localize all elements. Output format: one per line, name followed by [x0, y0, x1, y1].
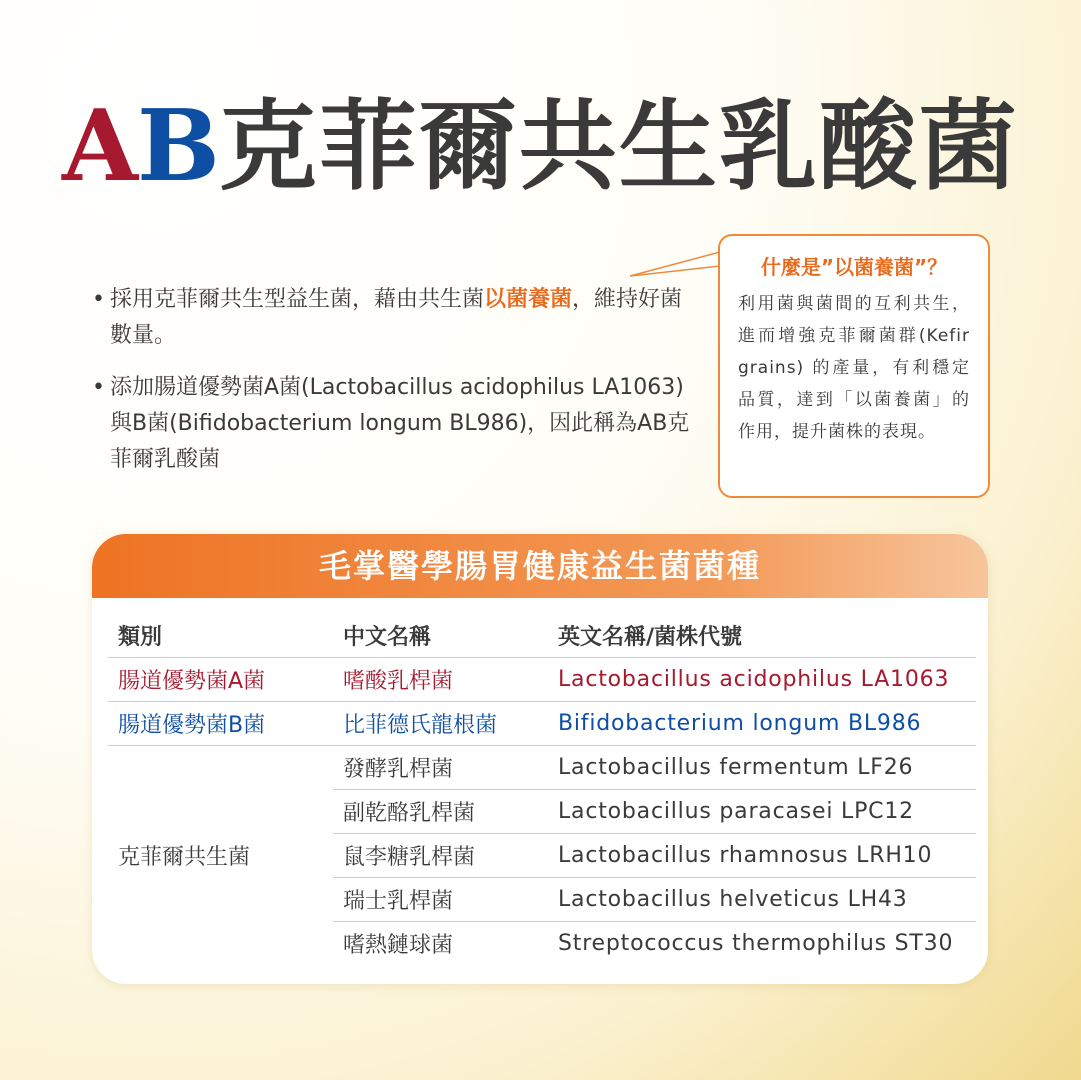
row-english-name: Streptococcus thermophilus ST30 [558, 931, 954, 956]
highlight-text: 以菌養菌 [484, 287, 573, 312]
feature-item-strains [92, 370, 702, 478]
row-english-name: Lactobacillus acidophilus LA1063 [548, 658, 976, 702]
table-row [108, 702, 976, 746]
table-row [108, 658, 976, 702]
row-chinese-name: 瑞士乳桿菌 [333, 878, 548, 922]
callout-pointer [628, 240, 724, 280]
row-chinese-name: 鼠李糖乳桿菌 [333, 834, 548, 878]
row-category: 腸道優勢菌B菌 [108, 702, 333, 746]
row-category: 腸道優勢菌A菌 [108, 658, 333, 702]
feature-text-end: ，維持好菌數量。 [110, 287, 683, 348]
feature-list [92, 282, 702, 494]
callout-title: 什麼是”以菌養菌”？ [760, 255, 948, 279]
feature-item-symbiosis [92, 282, 702, 354]
table-row [108, 746, 976, 790]
row-chinese-name: 嗜酸乳桿菌 [333, 658, 548, 702]
row-chinese-name: 副乾酪乳桿菌 [333, 790, 548, 834]
table-heading: 毛掌醫學腸胃健康益生菌菌種 [92, 534, 988, 598]
row-english-name: Bifidobacterium longum BL986 [548, 702, 976, 746]
page-title [62, 89, 1019, 204]
callout-body: 利用菌與菌間的互利共生，進而增強克菲爾菌群(Kefir grains) 的產量，有利穩定品質，達到「以菌養菌」的作用，提升菌株的表現。 [738, 294, 970, 442]
title-letter-a: A [62, 89, 138, 204]
table-header-row [108, 614, 976, 658]
row-english-name: Lactobacillus helveticus LH43 [548, 878, 976, 922]
row-chinese-name: 發酵乳桿菌 [333, 746, 548, 790]
column-header-english: 英文名稱/菌株代號 [548, 614, 976, 658]
column-header-category: 類別 [108, 614, 333, 658]
row-english-name: Lactobacillus paracasei LPC12 [548, 790, 976, 834]
feature-text: 添加腸道優勢菌A菌(Lactobacillus acidophilus LA1063) 與B菌(Bifidobacterium longum BL986)，因此稱為AB克菲爾乳酸菌 [110, 375, 690, 472]
title-text: 克菲爾共生乳酸菌 [218, 89, 1019, 204]
callout-box [718, 234, 990, 498]
row-chinese-name: 比菲德氏龍根菌 [333, 702, 548, 746]
row-english-name: Lactobacillus fermentum LF26 [548, 746, 976, 790]
feature-text: 採用克菲爾共生型益生菌，藉由共生菌 [110, 287, 485, 312]
title-letter-b: B [137, 89, 219, 204]
strain-table-card [92, 534, 988, 984]
strain-table [108, 614, 976, 965]
column-header-chinese: 中文名稱 [333, 614, 548, 658]
row-category-merged: 克菲爾共生菌 [118, 845, 251, 870]
row-english-name: Lactobacillus rhamnosus LRH10 [548, 834, 976, 878]
row-chinese-name: 嗜熱鏈球菌 [343, 933, 454, 958]
